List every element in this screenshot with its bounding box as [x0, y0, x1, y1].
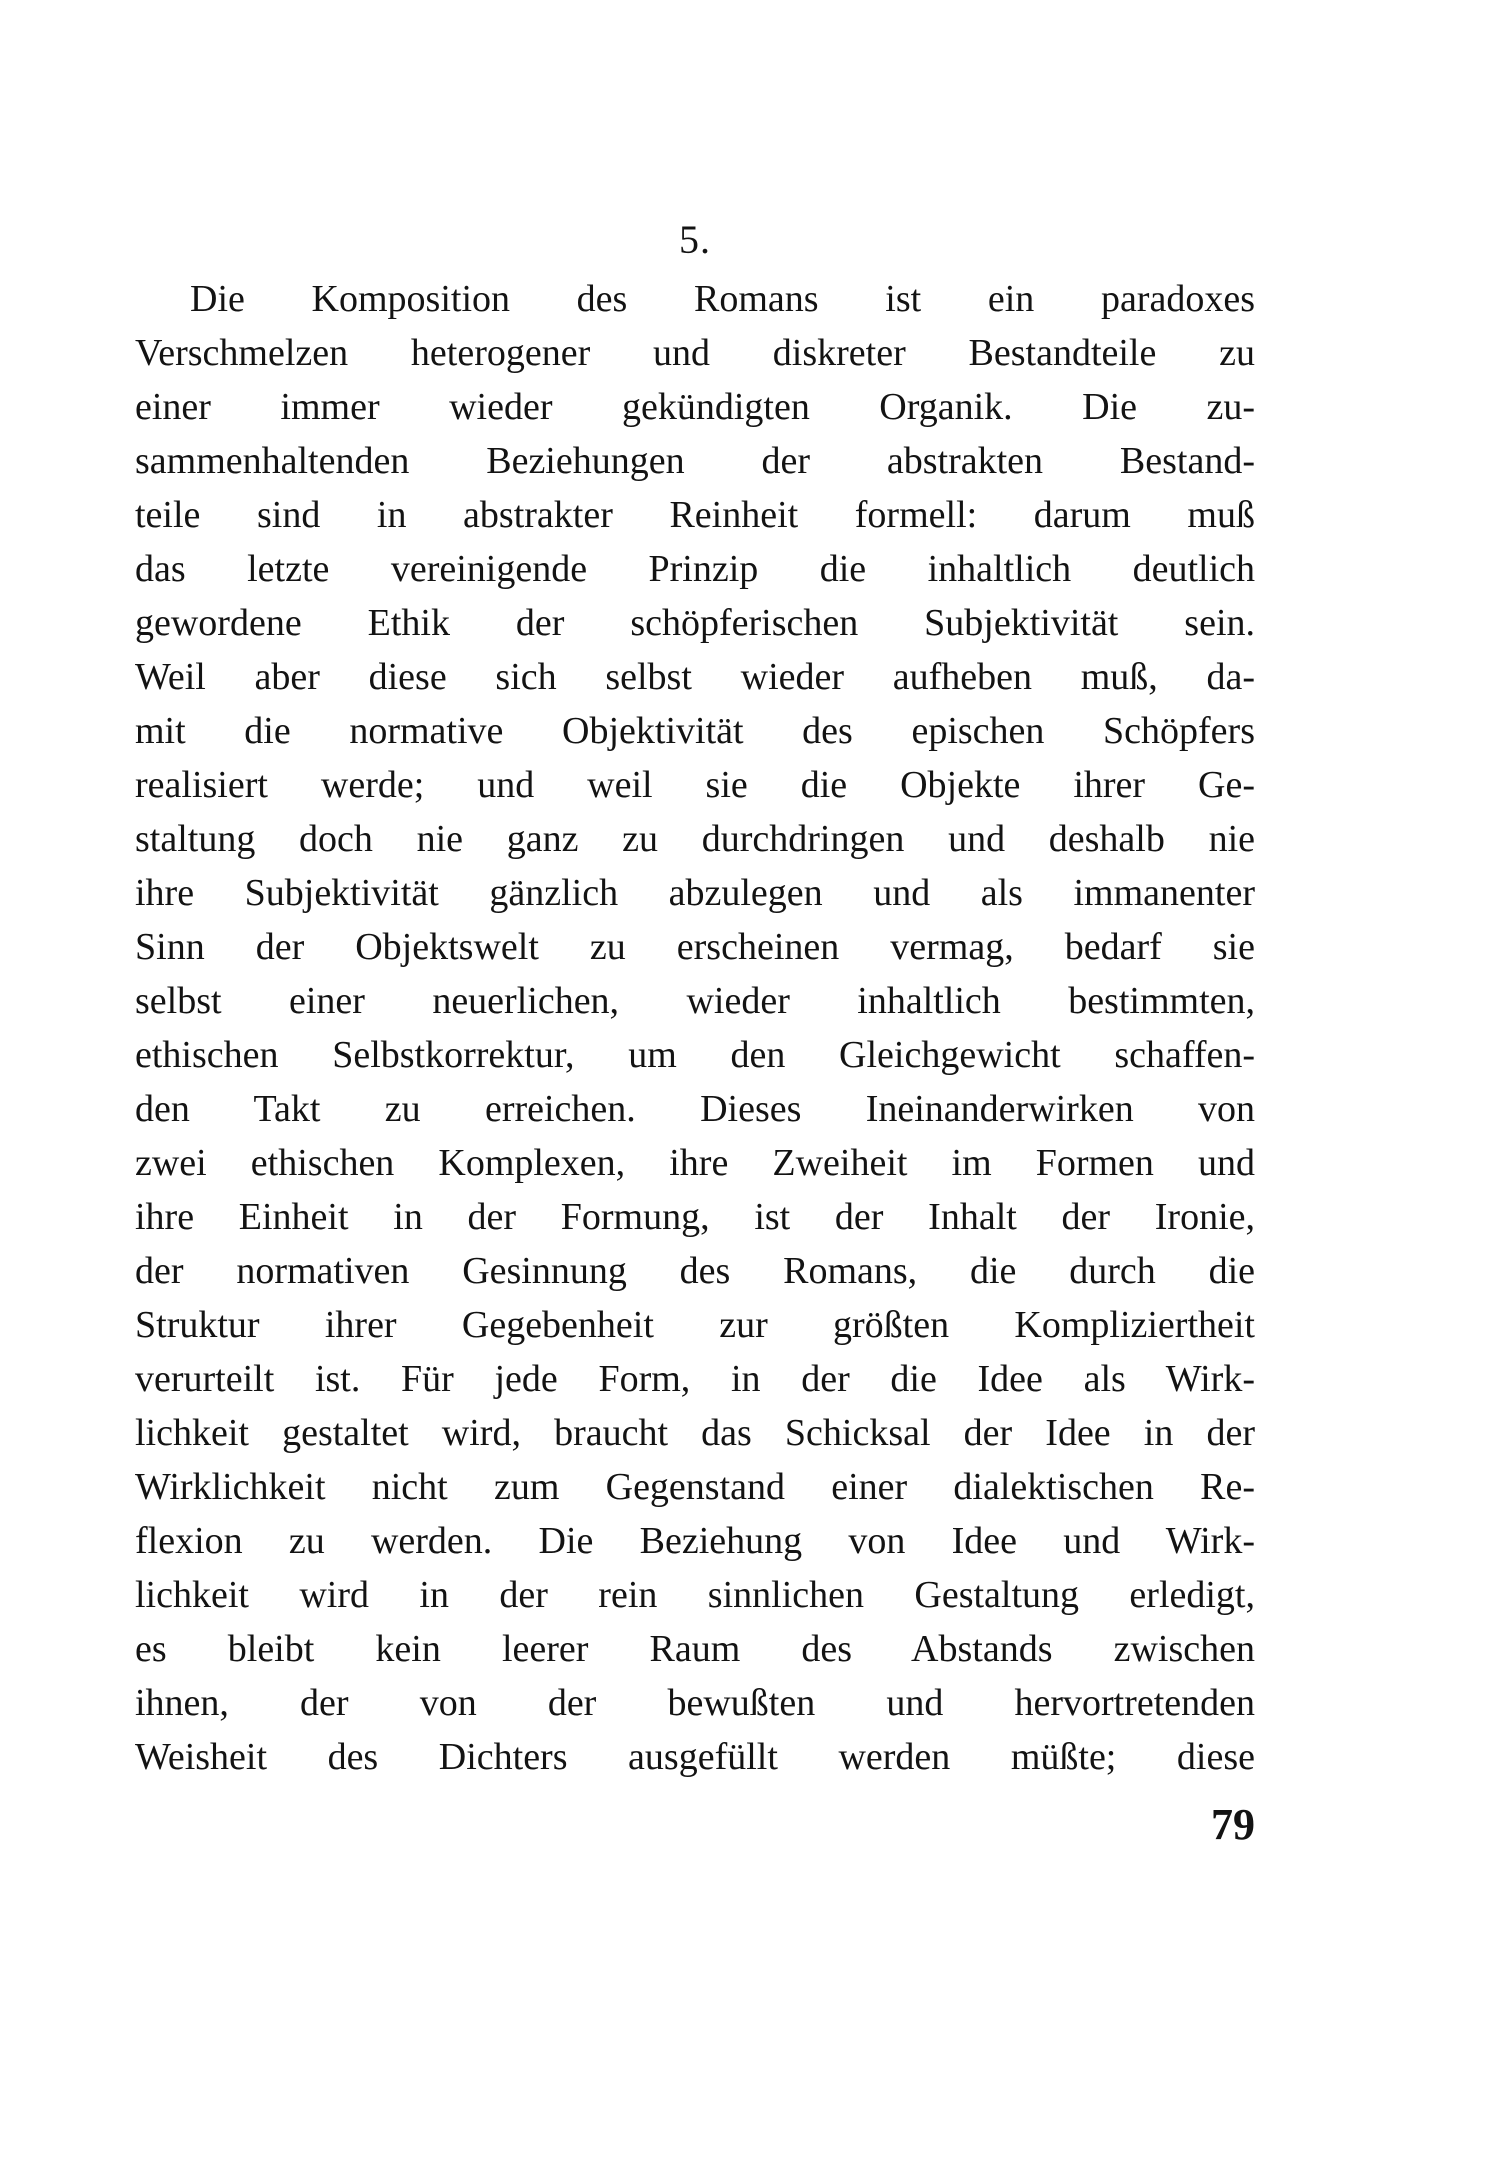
text-line: lichkeit gestaltet wird, braucht das Schicksal der Idee in der	[135, 1412, 1255, 1454]
text-line: Struktur ihrer Gegebenheit zur größten Kompliziertheit	[135, 1304, 1255, 1346]
text-line: das letzte vereinigende Prinzip die inhaltlich deutlich	[135, 548, 1255, 590]
page-number: 79	[1211, 1800, 1255, 1849]
text-line: Weil aber diese sich selbst wieder aufheben muß, da-	[135, 656, 1255, 698]
text-line: teile sind in abstrakter Reinheit formell: darum muß	[135, 494, 1255, 536]
text-line: den Takt zu erreichen. Dieses Ineinanderwirken von	[135, 1088, 1255, 1130]
text-line: Die Komposition des Romans ist ein paradoxes	[190, 278, 1255, 320]
text-line: lichkeit wird in der rein sinnlichen Gestaltung erledigt,	[135, 1574, 1255, 1616]
text-line: einer immer wieder gekündigten Organik. Die zu-	[135, 386, 1255, 428]
text-line: Verschmelzen heterogener und diskreter Bestandteile zu	[135, 332, 1255, 374]
text-line: der normativen Gesinnung des Romans, die durch die	[135, 1250, 1255, 1292]
text-line: gewordene Ethik der schöpferischen Subjektivität sein.	[135, 602, 1255, 644]
text-line: Sinn der Objektswelt zu erscheinen vermag, bedarf sie	[135, 926, 1255, 968]
text-line: zwei ethischen Komplexen, ihre Zweiheit im Formen und	[135, 1142, 1255, 1184]
text-line: ihnen, der von der bewußten und hervortretenden	[135, 1682, 1255, 1724]
text-line: flexion zu werden. Die Beziehung von Idee und Wirk-	[135, 1520, 1255, 1562]
text-line: staltung doch nie ganz zu durchdringen und deshalb nie	[135, 818, 1255, 860]
text-line: sammenhaltenden Beziehungen der abstrakten Bestand-	[135, 440, 1255, 482]
text-line: mit die normative Objektivität des epischen Schöpfers	[135, 710, 1255, 752]
text-line: selbst einer neuerlichen, wieder inhaltlich bestimmten,	[135, 980, 1255, 1022]
text-line: Weisheit des Dichters ausgefüllt werden müßte; diese	[135, 1736, 1255, 1778]
body-text-paragraph	[135, 272, 1255, 1784]
text-line: ihre Subjektivität gänzlich abzulegen und als immanenter	[135, 872, 1255, 914]
text-line: es bleibt kein leerer Raum des Abstands zwischen	[135, 1628, 1255, 1670]
text-line: realisiert werde; und weil sie die Objekte ihrer Ge-	[135, 764, 1255, 806]
text-line: ihre Einheit in der Formung, ist der Inhalt der Ironie,	[135, 1196, 1255, 1238]
text-line: verurteilt ist. Für jede Form, in der die Idee als Wirk-	[135, 1358, 1255, 1400]
text-line: Wirklichkeit nicht zum Gegenstand einer dialektischen Re-	[135, 1466, 1255, 1508]
text-line: ethischen Selbstkorrektur, um den Gleichgewicht schaffen-	[135, 1034, 1255, 1076]
section-number-heading: 5.	[679, 217, 711, 262]
